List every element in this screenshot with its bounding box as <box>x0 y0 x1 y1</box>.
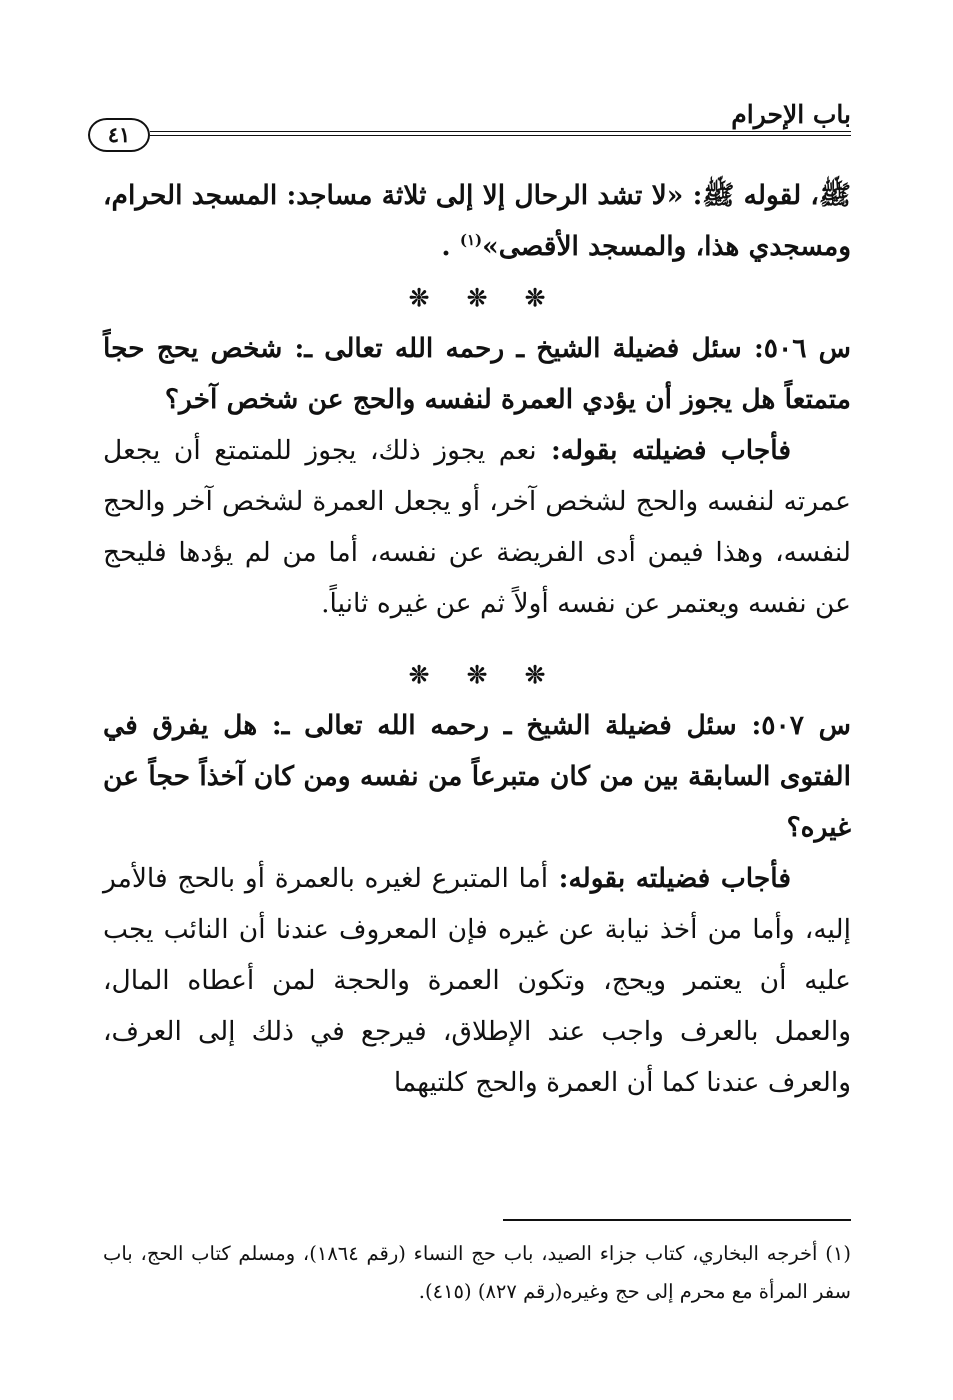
running-header <box>88 100 851 150</box>
star-icon: ❊ <box>408 660 430 689</box>
section-separator <box>103 649 851 700</box>
question-506 <box>103 323 851 425</box>
paragraph-hadith <box>103 170 851 272</box>
answer-marker: فأجاب فضيلته بقوله: <box>548 863 791 894</box>
hadith-end: . <box>441 231 460 262</box>
answer-507 <box>103 853 851 1108</box>
hadith-text: ﷺ، لقوله ﷺ: «لا تشد الرحال إلا إلى ثلاثة مساجد: المسجد الحرام، ومسجدي هذا، والمسجد الأقصى» <box>103 180 851 262</box>
question-marker: س ٥٠٧: سئل فضيلة الشيخ ـ رحمه الله تعالى ـ: <box>257 710 852 741</box>
question-text: شخص يحج حجاً متمتعاً هل يجوز أن يؤدي العمرة لنفسه والحج عن شخص آخر؟ <box>103 333 851 415</box>
star-icon: ❊ <box>524 660 546 689</box>
footnote: (١) أخرجه البخاري، كتاب جزاء الصيد، باب حج النساء (رقم ١٨٦٤)، ومسلم كتاب الحج، باب سفر المرأة مع محرم إلى حج وغيره(رقم ٨٢٧) (٤١٥). <box>103 1242 851 1303</box>
footnote-rule <box>503 1219 851 1221</box>
answer-506 <box>103 425 851 629</box>
page-body <box>103 170 851 1108</box>
footnote-ref: (١) <box>459 231 483 250</box>
question-text: هل يفرق في الفتوى السابقة بين من كان متبرعاً من نفسه ومن كان آخذاً حجاً عن غيره؟ <box>103 710 851 843</box>
star-icon: ❊ <box>466 660 488 689</box>
question-507 <box>103 700 851 853</box>
answer-text: نعم يجوز ذلك، يجوز للمتمتع أن يجعل عمرته لنفسه والحج لشخص آخر، أو يجعل العمرة لشخص آخر والحج لنفسه، وهذا فيمن أدى الفريضة عن نفسه، أما من لم يؤدها فليحج عن نفسه ويعتمر عن نفسه أولاً ثم عن غيره ثانياً. <box>103 435 851 619</box>
star-icon: ❊ <box>408 283 430 312</box>
answer-marker: فأجاب فضيلته بقوله: <box>536 435 791 466</box>
star-icon: ❊ <box>466 283 488 312</box>
page-number: ٤١ <box>88 118 150 152</box>
section-separator <box>103 272 851 323</box>
answer-text: أما المتبرع لغيره بالعمرة أو بالحج فالأمر إليه، وأما من أخذ نيابة عن غيره فإن المعروف عندنا أن النائب يجب عليه أن يعتمر ويحج، وتكون العمرة والحجة لمن أعطاه المال، والعمل بالعرف واجب عند الإطلاق، فيرجع في ذلك إلى العرف، والعرف عندنا كما أن العمرة والحج كلتيهما <box>103 863 851 1098</box>
chapter-title: باب الإحرام <box>731 100 851 129</box>
spacer <box>103 629 851 649</box>
star-icon: ❊ <box>524 283 546 312</box>
header-rule <box>150 131 851 136</box>
question-marker: س ٥٠٦: سئل فضيلة الشيخ ـ رحمه الله تعالى ـ: <box>282 333 851 364</box>
